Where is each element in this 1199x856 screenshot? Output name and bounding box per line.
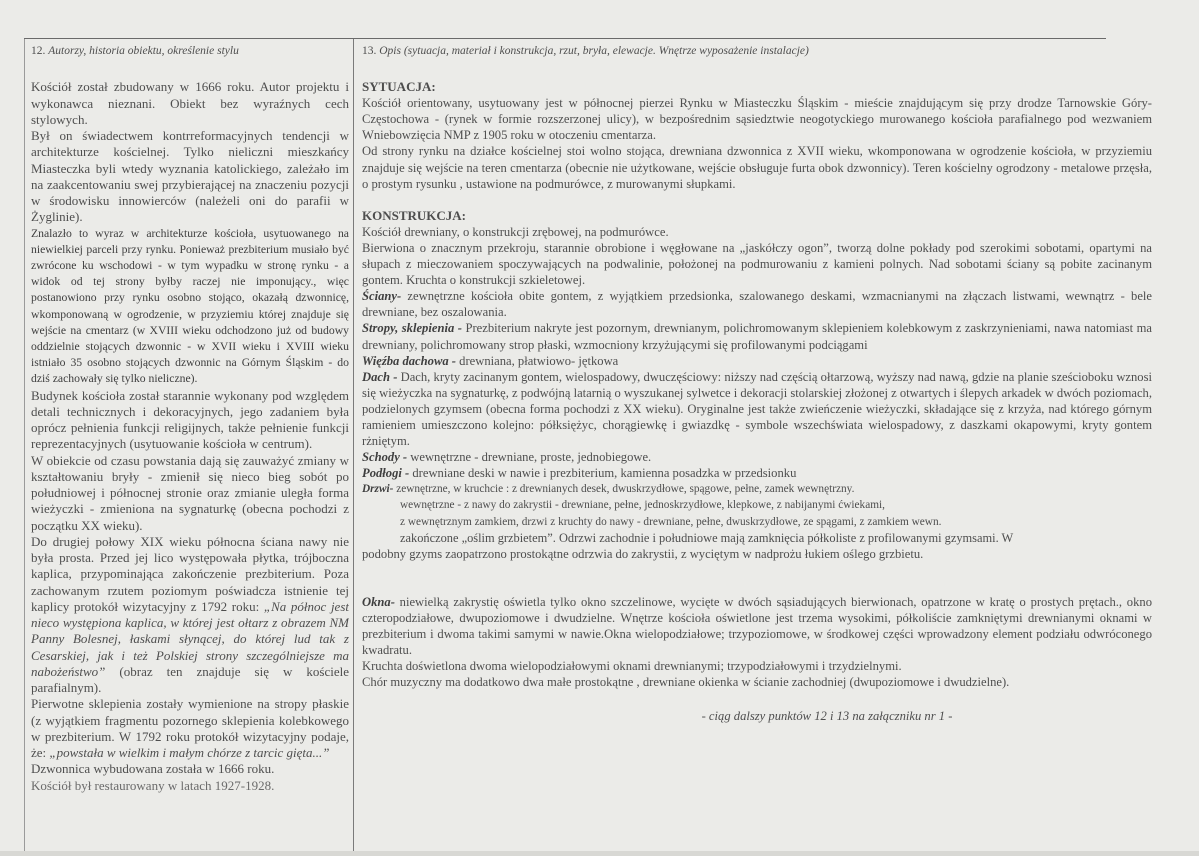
paragraph: Kruchta doświetlona dwoma wielopodziałowymi oknami drewnianymi; trzypodziałowymi i trzydzielnymi. bbox=[362, 659, 902, 674]
paragraph: Budynek kościoła został starannie wykonany pod względem detali technicznych i dekoracyjnych, jego zadaniem była oprócz pełnienia funkcji religijnych, także pełnienie funkcji reprezentacyjnych (usytuowanie kościoła w centrum). bbox=[31, 387, 349, 452]
section-title: Autorzy, historia obiektu, określenie stylu bbox=[48, 45, 239, 57]
label: Więźba dachowa - bbox=[362, 353, 456, 368]
paragraph-stropy bbox=[362, 320, 1152, 352]
drzwi-line: wewnętrzne - z nawy do zakrystii - drewniane, pełne, jednoskrzydłowe, klepkowe, z nabijanymi ćwiekami, bbox=[400, 499, 885, 512]
paragraph-schody bbox=[362, 449, 1152, 465]
paragraph: Chór muzyczny ma dodatkowo dwa małe prostokątne , drewniane okienka w ścianie zachodniej (dwupoziomowe i dwudzielne). bbox=[362, 675, 1010, 690]
section-title: Opis (sytuacja, materiał i konstrukcja, rzut, bryła, elewacje. Wnętrze wyposażenie instalacje) bbox=[379, 45, 809, 57]
paragraph-cut-off: Kościół był restaurowany w latach 1927-1928. bbox=[31, 777, 275, 793]
section-13-description bbox=[362, 40, 1152, 724]
paragraph: Był on świadectwem kontrreformacyjnych tendencji w architekturze kościelnej. Tylko nieliczni mieszkańcy Miasteczka byli wtedy wyznania katolickiego, zależało im na zaakcentowaniu swej przybierającej na znaczeniu pozycji w środowisku innowierców (należeli oni do parafii w Żyglinie). bbox=[31, 128, 349, 225]
text: wewnętrzne - drewniane, proste, jednobiegowe. bbox=[407, 450, 652, 465]
text: zewnętrzne kościoła obite gontem, z wyjątkiem przedsionka, szalowanego deskami, wzmacnianymi na złączach listwami, wewnątrz - bele drewniane, bez oszalowania. bbox=[362, 289, 1152, 320]
paragraph-podlogi bbox=[362, 465, 1152, 481]
text: Dach, kryty zacinanym gontem, wielospadowy, dwuczęściowy: niższy nad częścią ołtarzową, wyższy nad nawą, gdzie na planie sześcioboku wznosi się wieżyczka na sygnaturkę, z podwójną latarnią o wyszukanej sylwetce i dekoracji stolarskiej złożonej z otwartych i ślepych arkadek w dwóch poziomach, podzielonych gzymsem (obecna forma pochodzi z XX wieku). Oryginalne jest także zwieńczenie wieżyczki, składające się z krzyża, nad którego górnym ramieniem umieszczono kolejno: półksiężyc, chorągiewkę i gwiazdkę - symbole wszechświata wielospadowy, z daszkami okapowymi, kryty gontem rżniętym. bbox=[362, 369, 1152, 449]
left-border bbox=[24, 39, 25, 856]
paragraph bbox=[31, 534, 349, 697]
text: Do drugiej połowy XIX wieku północna ściana nawy nie była prosta. Przed jej lico występowała płytka, trójboczna kaplica, przypominająca zakończenie prezbiterium. Poza zachowanym rzutem poziomym poświadcza istnienie tej kaplicy protokół wizytacyjny z 1792 roku: bbox=[31, 533, 349, 614]
text: drewniane deski w nawie i prezbiterium, kamienna posadzka w przedsionku bbox=[409, 466, 797, 481]
top-rule bbox=[24, 38, 1106, 39]
label: Okna- bbox=[362, 594, 395, 609]
section-number: 12. bbox=[31, 45, 46, 57]
paragraph: W obiekcie od czasu powstania dają się zauważyć zmiany w kształtowaniu bryły - zmienił się nieco bieg sobót po południowej i północnej stronie oraz zmianie uległa forma wieżyczki - zmieniona na sygnaturkę (obecna pochodzi z początku XX wieku). bbox=[31, 452, 349, 533]
paragraph-drzwi bbox=[362, 481, 1152, 497]
drzwi-line: zakończone „oślim grzbietem”. Odrzwi zachodnie i południowe mają zamknięcia półkoliste z profilowanymi gzymsami. W bbox=[400, 530, 1014, 545]
section-13-header bbox=[362, 43, 1152, 59]
text: zewnętrzne, w kruchcie : z drewnianych desek, dwuskrzydłowe, spągowe, pełne, zamek wewnętrzny. bbox=[393, 483, 855, 496]
paragraph: Kościół orientowany, usytuowany jest w północnej pierzei Rynku w Miasteczku Śląskim - mieście znajdującym się przy drodze Tarnowskie Góry-Częstochowa - (rynek w formie rozszerzonej ulicy), w bezpośrednim sąsiedztwie neogotyckiego murowanego kościoła parafialnego pod wezwaniem Wniebowzięcia NMP z 1905 roku w otoczeniu cmentarza. bbox=[362, 96, 1152, 143]
quote: „powstała w wielkim i małym chórze z tarcic gięta...” bbox=[49, 745, 330, 761]
heading-konstrukcja: KONSTRUKCJA: bbox=[362, 207, 467, 223]
text: Prezbiterium nakryte jest pozornym, drewnianym, polichromowanym sklepieniem kolebkowym z zaskrzynieniami, nawa natomiast ma drewniany, polichromowany strop płaski, wzmocniony krzyżującymi się profilowanymi podciągami bbox=[362, 321, 1152, 352]
text: drewniana, płatwiowo- jętkowa bbox=[456, 353, 619, 368]
paragraph: Bierwiona o znacznym przekroju, starannie obrobione i węgłowane na „jaskółczy ogon”, tworzą dolne pokłady pod szerokimi sobotami, opartymi na słupach z mieczowaniem spoczywających na podwalinie, położonej na podmurowaniu z kamieni polnych. Nad sobotami ściany są pobite zacinanym gontem. Kruchta o konstrukcji szkieletowej. bbox=[362, 240, 1152, 288]
paragraph-dach bbox=[362, 369, 1152, 449]
section-12-history bbox=[31, 40, 349, 852]
label: Stropy, sklepienia - bbox=[362, 321, 462, 336]
label: Podłogi - bbox=[362, 466, 410, 481]
paragraph: Kościół drewniany, o konstrukcji zrębowej, na podmurówce. bbox=[362, 224, 669, 239]
column-divider bbox=[353, 39, 354, 856]
paragraph: Znalazło to wyraz w architekturze kościoła, usytuowanego na niewielkiej parceli przy rynku. Ponieważ prezbiterium musiało być zwrócone ku wschodowi - w tym wypadku w stronę rynku - a widok od tej strony byłby raczej nie imponujący., więc postanowiono przy rynku osobno stojąco, okazałą dzwonnicę, wkomponowaną w ogrodzenie, w przyziemiu której znajduje się wejście na cmentarz (w XVIII wieku odchodzono już od budowy oddzielnie stojących dzwonnic - w XVII wieku i XVIII wieku istniało 35 osobno stojących dzwonnic na Górnym Śląskim - do dziś zachowały się tylko nieliczne). bbox=[31, 226, 349, 386]
paragraph: Od strony rynku na działce kościelnej stoi wolno stojąca, drewniana dzwonnica z XVII wieku, wkomponowana w ogrodzenie kościoła, w przyziemiu znajduje się wejście na teren cmentarza (obecnie nie użytkowane, wejście obsługuje furta obok dzwonnicy). Teren kościelny ogrodzony - metalowe przęsła, o prostym rysunku , ustawione na podmurówce, z murowanymi słupkami. bbox=[362, 144, 1152, 191]
paragraph-okna bbox=[362, 594, 1152, 658]
label: Schody - bbox=[362, 450, 408, 465]
paragraph: Dzwonnica wybudowana została w 1666 roku. bbox=[31, 761, 275, 777]
paragraph: Kościół został zbudowany w 1666 roku. Autor projektu i wykonawca nieznani. Obiekt bez wyraźnych cech stylowych. bbox=[31, 79, 349, 127]
drzwi-line: podobny gzyms zaopatrzono prostokątne odrzwia do zakrystii, z wyciętym w nadprożu łukiem oślego grzbietu. bbox=[362, 546, 924, 561]
section-number: 13. bbox=[362, 45, 377, 57]
label: Ściany- bbox=[362, 289, 402, 304]
label: Drzwi- bbox=[362, 483, 394, 496]
section-12-header bbox=[31, 43, 349, 59]
paragraph bbox=[31, 696, 349, 761]
text: (obraz ten znajduje się w kościele parafialnym). bbox=[31, 663, 349, 696]
drzwi-line: z wewnętrznym zamkiem, drzwi z kruchty do nawy - drewniane, pełne, dwuskrzydłowe, ze spągami, z zamkiem wewn. bbox=[400, 515, 942, 528]
page-bottom-edge bbox=[0, 851, 1199, 856]
paragraph-wiezba bbox=[362, 353, 1152, 369]
label: Dach - bbox=[362, 369, 398, 384]
continuation-note: - ciąg dalszy punktów 12 i 13 na załączniku nr 1 - bbox=[701, 709, 953, 724]
text: Pierwotne sklepienia zostały wymienione na stropy płaskie (z wyjątkiem fragmentu pozornego sklepienia kolebkowego w prezbiterium. W 1792 roku protokół wizytacyjny podaje, że: bbox=[31, 696, 349, 761]
paragraph-sciany bbox=[362, 288, 1152, 320]
text: niewielką zakrystię oświetla tylko okno szczelinowe, wycięte w dwóch sąsiadujących bierwionach, opatrzone w kratę o prostych prętach., okno czteropodziałowe, dwupoziomowe i dwudzielne. Wnętrze kościoła oświetlone jest trzema wysokimi, półkoliście zamkniętymi drewnianymi oknami w prezbiterium i dwoma takimi samymi w nawie.Okna wielopodziałowe; trzypoziomowe, w środkowej części wprowadzony element podziału odwróconego kwadratu. bbox=[362, 594, 1152, 658]
heading-sytuacja: SYTUACJA: bbox=[362, 79, 436, 95]
quote: „Na północ jest nieco występiona kaplica, w której jest ołtarz z obrazem NM Panny Bolesnej, łaskami słynącej, do której lud tak z Cesarskiej, jak i też Polskiej strony szczególniejsze ma nabożeństwo” bbox=[31, 598, 349, 679]
